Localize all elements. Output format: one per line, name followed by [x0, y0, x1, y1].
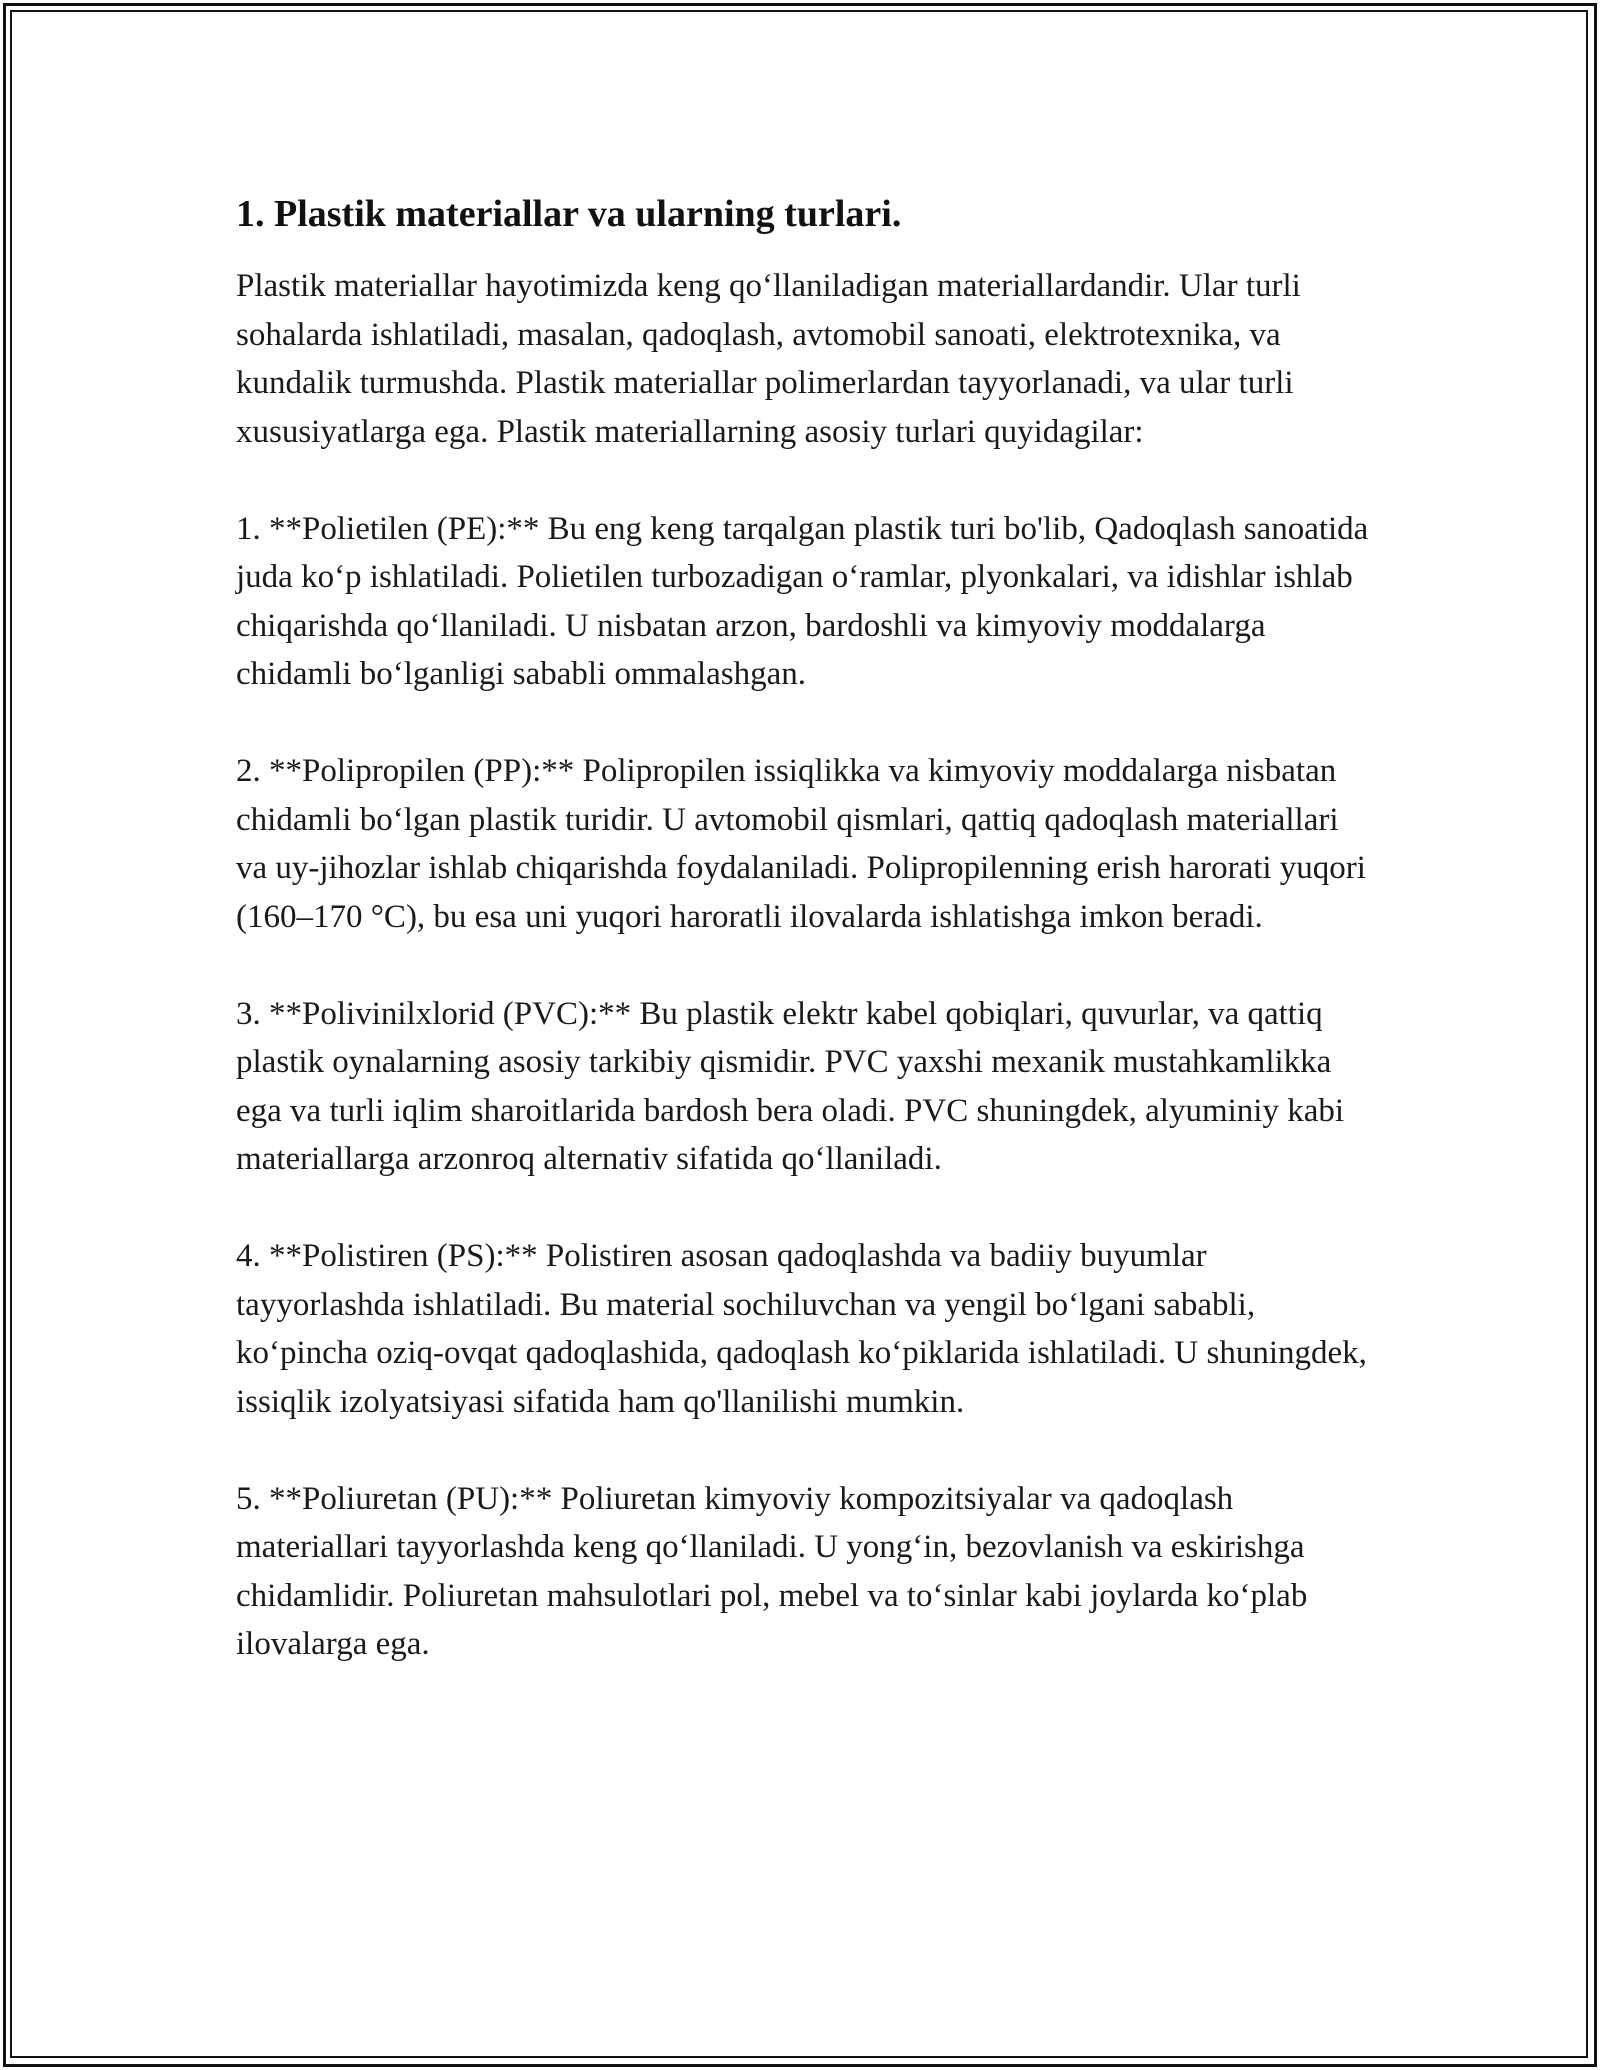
polietilen-paragraph: 1. **Polietilen (PE):** Bu eng keng tarqalgan plastik turi bo'lib, Qadoqlash sanoatida juda ko‘p ishlatiladi. Polietilen turbozadigan o‘ramlar, plyonkalari, va idishlar ishlab chiqarishda qo‘llaniladi. U nisbatan arzon, bardoshli va kimyoviy moddalarga chidamli bo‘lganligi sababli ommalashgan. — [236, 510, 1369, 692]
poliuretan-paragraph: 5. **Poliuretan (PU):** Poliuretan kimyoviy kompozitsiyalar va qadoqlash materiallari tayyorlashda keng qo‘llaniladi. U yong‘in, bezovlanish va eskirishga chidamlidir. Poliuretan mahsulotlari pol, mebel va to‘sinlar kabi joylarda ko‘plab ilovalarga ega. — [236, 1480, 1308, 1662]
document-body — [236, 190, 1376, 1717]
polivinilxlorid-paragraph: 3. **Polivinilxlorid (PVC):** Bu plastik elektr kabel qobiqlari, quvurlar, va qattiq plastik oynalarning asosiy tarkibiy qismidir. PVC yaxshi mexanik mustahkamlikka ega va turli iqlim sharoitlarida bardosh bera oladi. PVC shuningdek, alyuminiy kabi materiallarga arzonroq alternativ sifatida qo‘llaniladi. — [236, 995, 1345, 1177]
polistiren-paragraph: 4. **Polistiren (PS):** Polistiren asosan qadoqlashda va badiiy buyumlar tayyorlashda ishlatiladi. Bu material sochiluvchan va yengil bo‘lgani sababli, ko‘pincha oziq-ovqat qadoqlashida, qadoqlash ko‘piklarida ishlatiladi. U shuningdek, issiqlik izolyatsiyasi sifatida ham qo'llanilishi mumkin. — [236, 1238, 1367, 1420]
document-title: 1. Plastik materiallar va ularning turlari. — [236, 193, 902, 235]
polipropilen-paragraph: 2. **Polipropilen (PP):** Polipropilen issiqlikka va kimyoviy moddalarga nisbatan chidamli bo‘lgan plastik turidir. U avtomobil qismlari, qattiq qadoqlash materiallari va uy-jihozlar ishlab chiqarishda foydalaniladi. Polipropilenning erish harorati yuqori (160–170 °C), bu esa uni yuqori haroratli ilovalarda ishlatishga imkon beradi. — [236, 753, 1366, 935]
intro-paragraph: Plastik materiallar hayotimizda keng qo‘llaniladigan materiallardandir. Ular turli sohalarda ishlatiladi, masalan, qadoqlash, avtomobil sanoati, elektrotexnika, va kundalik turmushda. Plastik materiallar polimerlardan tayyorlanadi, va ular turli xususiyatlarga ega. Plastik materiallarning asosiy turlari quyidagilar: — [236, 268, 1301, 450]
